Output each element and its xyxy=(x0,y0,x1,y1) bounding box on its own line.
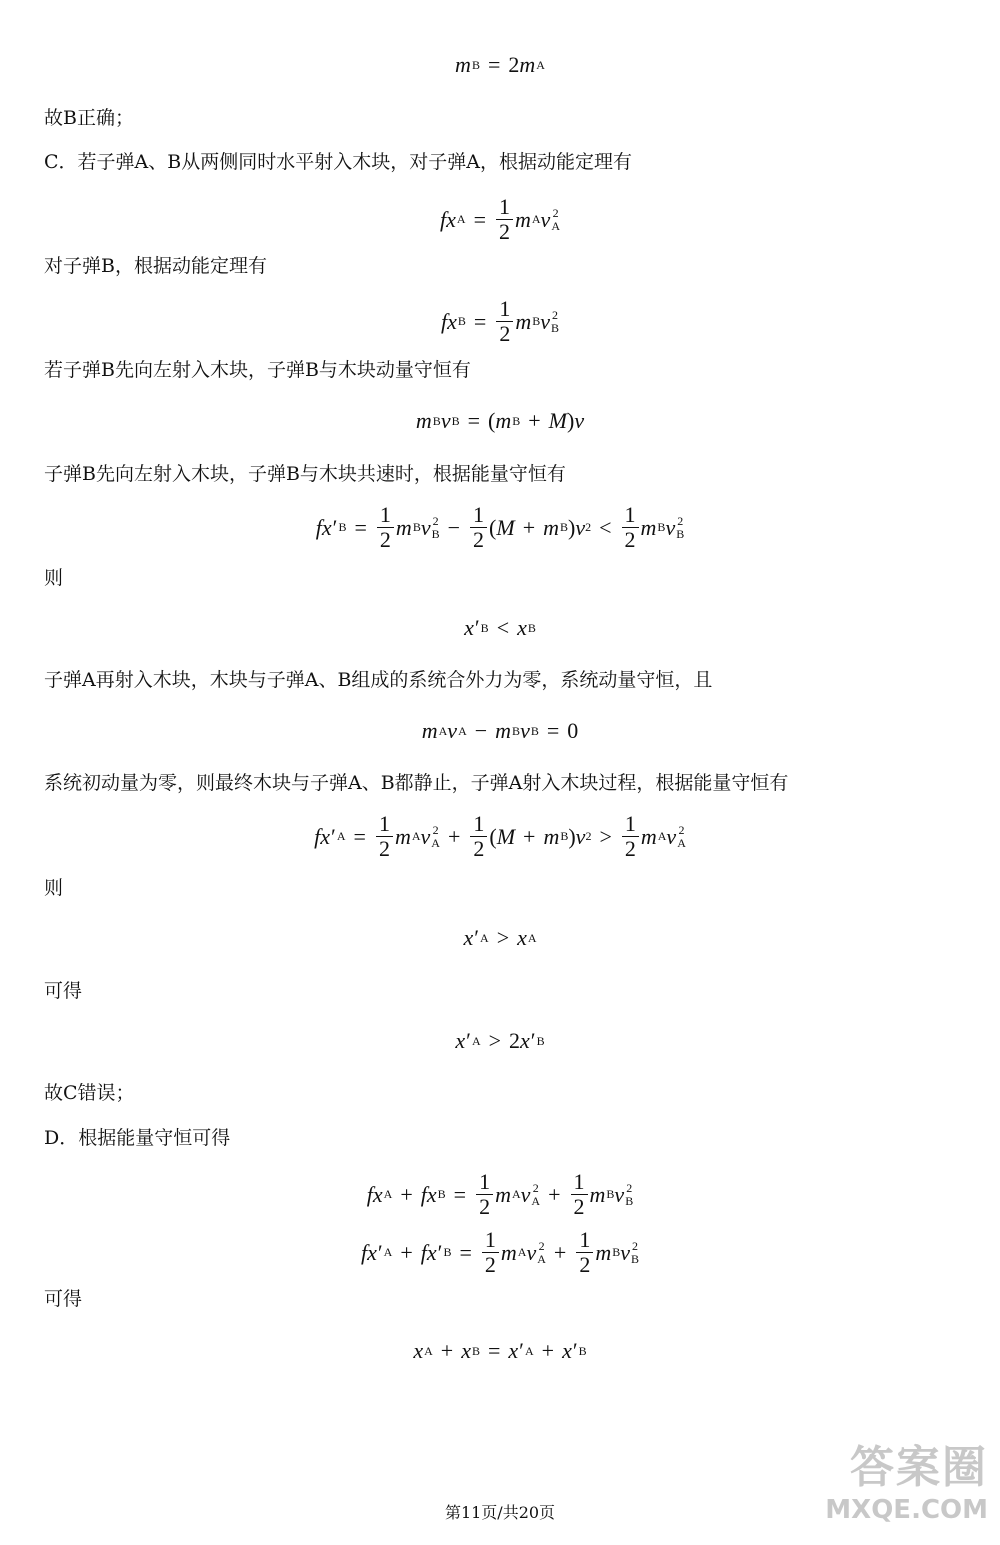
text-line: 故C错误； xyxy=(44,1082,135,1104)
watermark-logo: 答案圈 xyxy=(850,1442,988,1493)
text-line: 则 xyxy=(44,567,64,589)
equation: f x B = $\frac{1}{2}$ m B v 2 B xyxy=(440,296,559,346)
equation: f x ′ A = $\frac{1}{2}$ m A v 2 A + $\frac{1}{2}$ ( M + m B ) v 2 > $\frac{1}{2}$ m A v 2 A xyxy=(314,811,686,861)
equation: x ′ B < x B xyxy=(464,615,536,640)
text-line: D．根据能量守恒可得 xyxy=(44,1127,231,1149)
text-line: 可得 xyxy=(44,980,83,1002)
text-line: 子弹B先向左射入木块，子弹B与木块共速时，根据能量守恒有 xyxy=(44,463,566,485)
equation: m B = 2 m A xyxy=(455,52,545,77)
text-line: 对子弹B，根据动能定理有 xyxy=(44,255,267,277)
text-line: 故B正确； xyxy=(44,107,134,129)
text-line: 系统初动量为零，则最终木块与子弹A、B都静止，子弹A射入木块过程，根据能量守恒有 xyxy=(44,772,789,794)
equation: f x ′ A + f x ′ B = $\frac{1}{2}$ m A v 2 A + $\frac{1}{2}$ m B v 2 B xyxy=(360,1227,640,1277)
equation: f x ′ B = $\frac{1}{2}$ m B v 2 B − $\frac{1}{2}$ ( M + m B ) v 2 < $\frac{1}{2}$ m B v 2 B xyxy=(315,502,685,552)
text-line: 若子弹B先向左射入木块，子弹B与木块动量守恒有 xyxy=(44,359,471,381)
watermark-url: MXQE.COM xyxy=(825,1495,988,1525)
text-line: C．若子弹A、B从两侧同时水平射入木块，对子弹A，根据动能定理有 xyxy=(44,151,632,173)
equation: x ′ A > x A xyxy=(463,925,537,950)
equation: x ′ A > 2 x ′ B xyxy=(455,1028,545,1053)
page-number: 第11页/共20页 xyxy=(444,1503,556,1522)
text-line: 则 xyxy=(44,877,64,899)
equation: x A + x B = x ′ A + x ′ B xyxy=(413,1338,587,1363)
equation: f x A + f x B = $\frac{1}{2}$ m A v 2 A + $\frac{1}{2}$ m B v 2 B xyxy=(366,1169,634,1219)
watermark xyxy=(800,1442,988,1538)
text-line: 可得 xyxy=(44,1288,83,1310)
equation: m A v A − m B v B = 0 xyxy=(421,718,579,743)
equation: m B v B = ( m B + M ) v xyxy=(415,408,585,433)
equation: f x A = $\frac{1}{2}$ m A v 2 A xyxy=(440,194,560,244)
text-line: 子弹A再射入木块，木块与子弹A、B组成的系统合外力为零，系统动量守恒，且 xyxy=(44,669,713,691)
